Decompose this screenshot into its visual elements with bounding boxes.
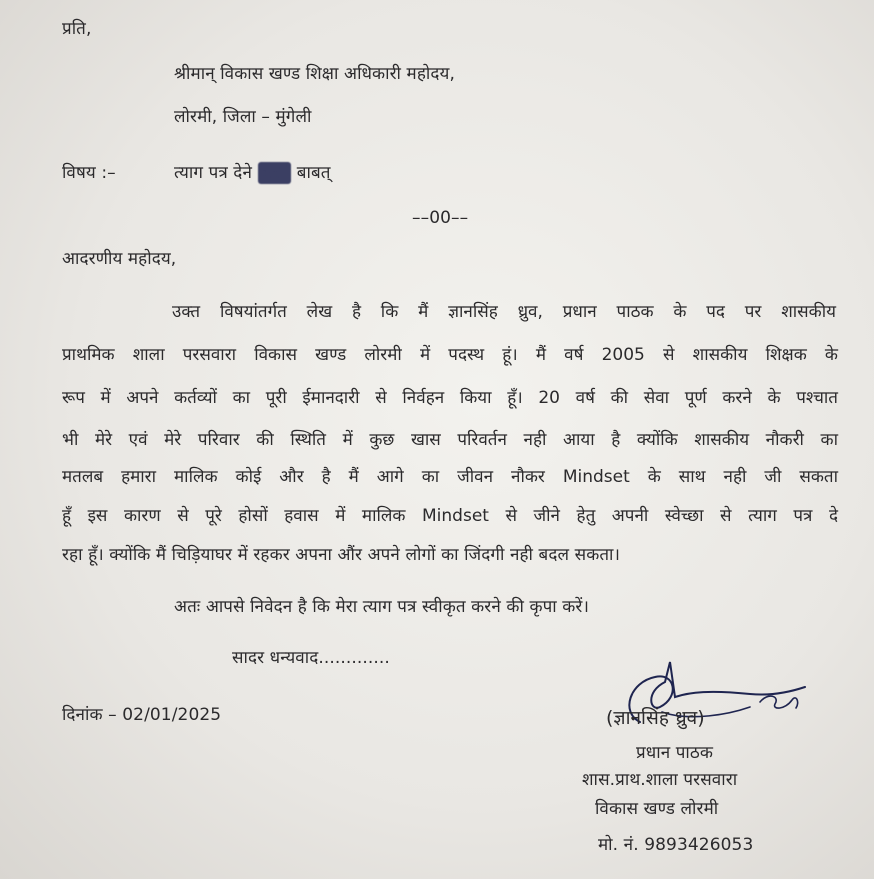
designation: प्रधान पाठक: [636, 743, 714, 763]
addressee-line-2: लोरमी, जिला – मुंगेली: [174, 107, 312, 127]
salutation: आदरणीय महोदय,: [62, 249, 177, 269]
separator: ––00––: [412, 208, 469, 228]
body-line-2: प्राथमिक शाला परसवारा विकास खण्ड लोरमी में पदस्थ हूं। मैं वर्ष 2005 से शासकीय शिक्षक के: [62, 345, 838, 365]
addressee-line-1: श्रीमान् विकास खण्ड शिक्षा अधिकारी महोदय,: [174, 64, 455, 84]
subject-part-2: बाबत्: [296, 163, 331, 183]
body-line-3: रूप में अपने कर्तव्यों का पूरी ईमानदारी से निर्वहन किया हूँ। 20 वर्ष की सेवा पूर्ण करने के पश्चात: [62, 388, 838, 408]
school-name: शास.प्राथ.शाला परसवारा: [582, 770, 738, 790]
body-line-7: रहा हूँ। क्योंकि मैं चिड़ियाघर में रहकर अपना औंर अपने लोगों का जिंदगी नही बदल सकता।: [62, 545, 621, 565]
signature-name: (ज्ञानसिंह ध्रुव): [606, 707, 705, 729]
body-line-5: मतलब हमारा मालिक कोई और है मैं आगे का जीवन नौकर Mindset के साथ नही जी सकता: [62, 467, 838, 487]
body-line-6: हूँ इस कारण से पूरे होसों हवास में मालिक Mindset से जीने हेतु अपनी स्वेच्छा से त्याग पत्र दे: [62, 506, 838, 526]
to-line: प्रति,: [62, 19, 92, 39]
body-line-1: उक्त विषयांतर्गत लेख है कि मैं ज्ञानसिंह ध्रुव, प्रधान पाठक के पद पर शासकीय: [172, 302, 836, 322]
date-line: दिनांक – 02/01/2025: [62, 705, 222, 725]
request-line: अतः आपसे निवेदन है कि मेरा त्याग पत्र स्वीकृत करने की कृपा करें।: [174, 597, 590, 617]
struck-out-word: करने: [259, 163, 290, 183]
handwritten-signature: [600, 652, 830, 752]
block-name: विकास खण्ड लोरमी: [595, 799, 719, 819]
body-line-4: भी मेरे एवं मेरे परिवार की स्थिति में कुछ खास परिवर्तन नही आया है क्योंकि शासकीय नौकरी का: [62, 430, 838, 450]
closing-line: सादर धन्यवाद.............: [232, 648, 390, 668]
subject-label: विषय :–: [62, 163, 116, 183]
subject-part-1: त्याग पत्र देने: [174, 163, 252, 183]
subject-text: [174, 162, 331, 184]
mobile-number: मो. नं. 9893426053: [598, 835, 754, 855]
